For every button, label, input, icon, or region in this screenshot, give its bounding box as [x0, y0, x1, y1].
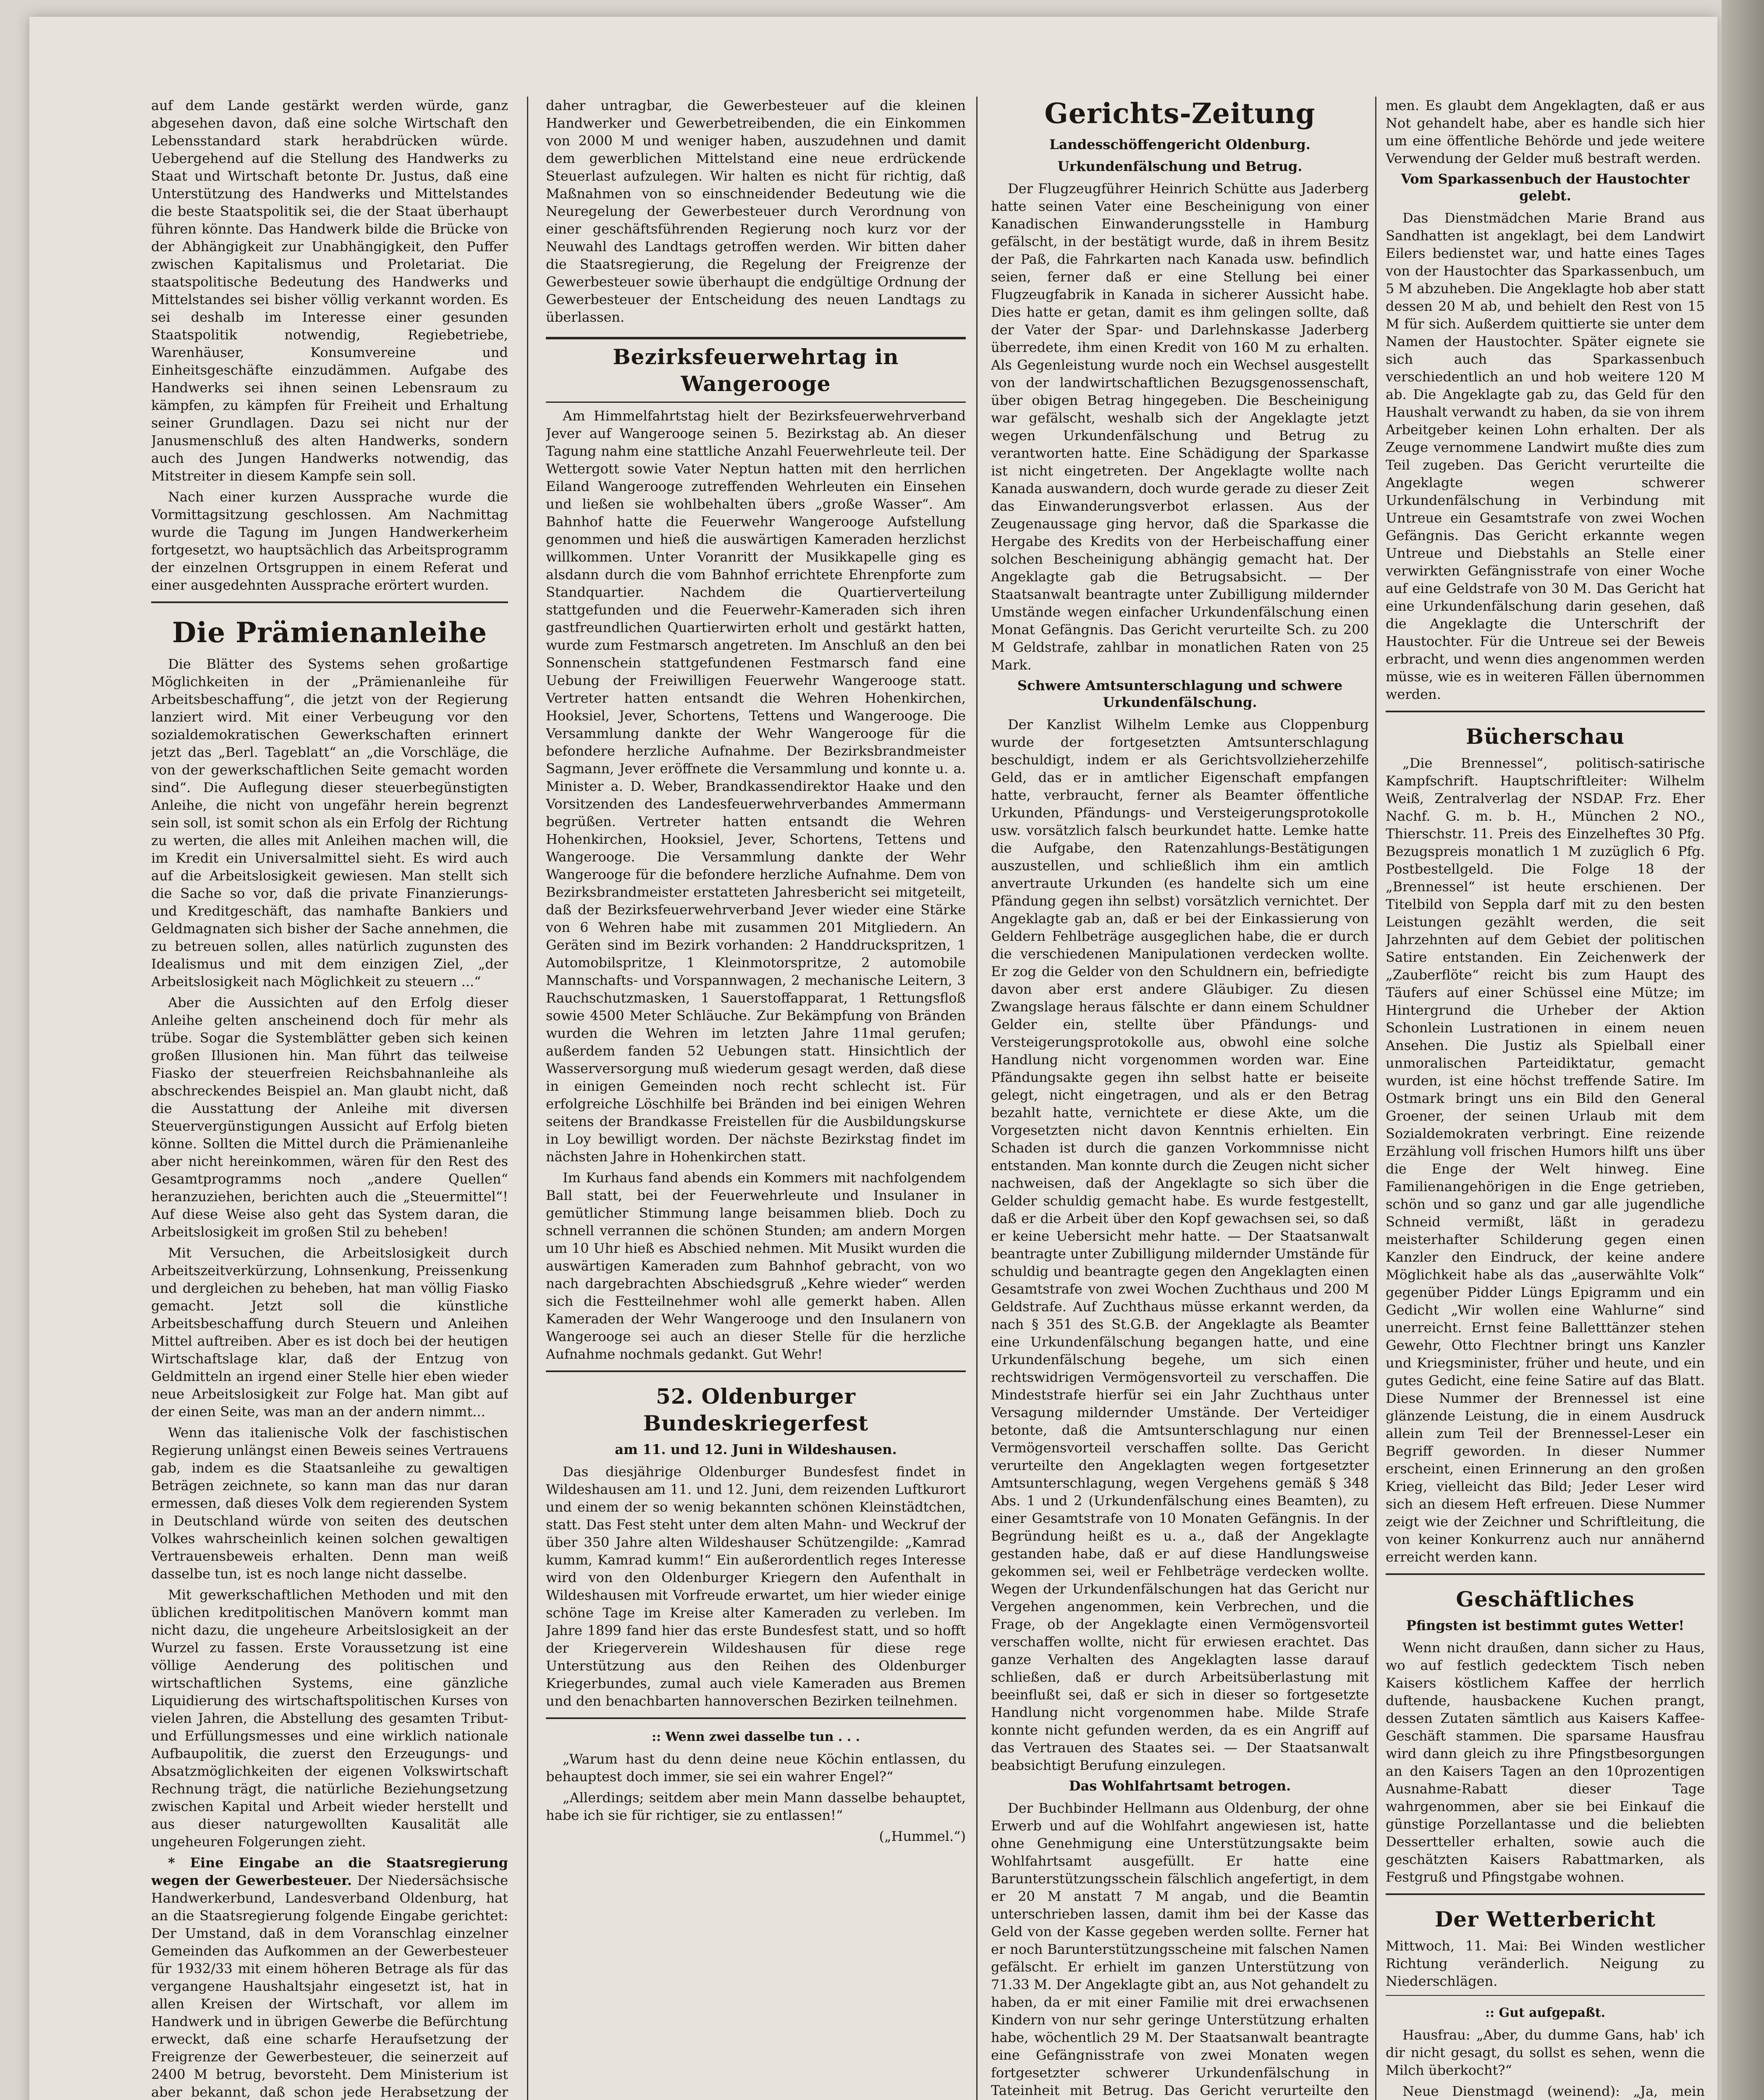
section-headline: Geschäftliches — [1456, 1587, 1635, 1612]
case-title: Das Wohlfahrtsamt betrogen. — [1069, 1778, 1291, 1794]
section-headline: Bücherschau — [1465, 724, 1625, 749]
article-paragraph: Hausfrau: „Aber, du dumme Gans, hab' ich dir nicht gesagt, du sollst es sehen, wenn die Milch überkocht?“ — [1386, 2027, 1705, 2078]
case-title: Schwere Amtsunterschlagung und schwere Urkundenfälschung. — [1017, 677, 1343, 710]
article-paragraph: Der Kanzlist Wilhelm Lemke aus Cloppenburg wurde der fortgesetzten Amtsunterschlagung beschuldigt, indem er als Gerichtsvollzieherzehilfe Geld, das er in amtlicher Eigenschaft empfangen hatte, verbraucht, ferner als Beamter öffentliche Urkunden, Pfändungs- und Versteigerungsprotokolle usw. vorsätzlich falsch beurkundet hatte. Lemke hatte die Aufgabe, den Ratenzahlungs-Bestätigungen auszustellen, und schließlich ihm ein amtlich anvertraute Urkunden (es handelte sich um eine Pfändung gegen ihn selbst) vorsätzlich vernichtet. Der Angeklagte gab an, daß er bei der Einkassierung von Geldern Fehlbeträge ausgeglichen habe, die er durch die verschiedenen Manipulationen verdecken wollte. Er zog die Gelder von den Schuldnern ein, befriedigte davon aber erst andere Gläubiger. Zu diesen Zwangslage heraus fälschte er dann einem Schuldner Gelder ein, stellte über Pfändungs- und Versteigerungsprotokolle aus, obwohl eine solche Handlung nicht vorgenommen worden war. Eine Pfändungsakte gegen ihn selbst hatte er beiseite gelegt, nicht eingetragen, und als er den Betrag bezahlt hatte, vernichtete er diese Akte, um die Vorgesetzten nicht davon Kenntnis erhielten. Ein Schaden ist durch die ganzen Vorkommnisse nicht entstanden. Man konnte durch die Zeugen nicht sicher nachweisen, daß der Angeklagte so sich über die Gelder schuldig gemacht habe. Es wurde festgestellt, daß er die Arbeit über den Kopf gewachsen sei, so daß er keine Uebersicht mehr hatte. — Der Staatsanwalt beantragte unter Zubilligung mildernder Umstände für schuldig und beantragte gegen den Angeklagten einen Gesamtstrafe von zwei Wochen Zuchthaus und 200 M Geldstrafe. Auf Zuchthaus müsse erkannt werden, da nach § 351 des St.G.B. der Angeklagte als Beamter eine Urkundenfälschung begangen hatte, und eine Urkundenfälschung begehe, um sich einen rechtswidrigen Vermögensvorteil zu verschaffen. Die Mindeststrafe hierfür sei ein Jahr Zuchthaus unter Versagung mildernder Umstände. Der Verteidiger betonte, daß die Amtsunterschlagung nur einen Vermögensvorteil verschaffen sollte. Das Gericht verurteilte den Angeklagten wegen fortgesetzter Amtsunterschlagung, wegen Vergehens gemäß § 348 Abs. 1 und 2 (Urkundenfälschung eines Beamten), zu einer Gesamtstrafe von 10 Monaten Gefängnis. In der Begründung heißt es u. a., daß der Angeklagte gestanden habe, daß er auf diese Handlungsweise gekommen sei, weil er Fehlbeträge verdecken wollte. Wegen der Urkundenfälschungen hat das Gericht nur Vergehen angenommen, kein Verbrechen, und die Frage, ob der Angeklagte einen Vermögensvorteil verschaffen wollte, nicht für erwiesen erachtet. Das ganze Verhalten des Angeklagten lasse darauf schließen, daß er durch Arbeitsüberlastung mit beeinflußt sei, daß er sich in dieser so fortgesetzte Handlung nicht vorgenommen habe. Milde Strafe konnte nicht gefunden werden, da es ein Angriff auf das Vertrauen des Staates sei. — Der Staatsanwalt beabsichtigt Berufung einzulegen. — [991, 717, 1369, 1773]
article-paragraph: Nach einer kurzen Aussprache wurde die Vormittagsitzung geschlossen. Am Nachmittag wurde die Tagung im Jungen Handwerkerheim fortgesetzt, wo hauptsächlich das Arbeitsprogramm der einzelnen Ortsgruppen in einem Referat und einer ausgedehnten Aussprache erörtert wurden. — [151, 489, 508, 593]
article-paragraph: Mittwoch, 11. Mai: Bei Winden westlicher Richtung veränderlich. Neigung zu Niederschlägen. — [1386, 1938, 1705, 1989]
article-paragraph: auf dem Lande gestärkt werden würde, ganz abgesehen davon, daß eine solche Wirtschaft den Lebensstandard stark herabdrücken würde. Uebergehend auf die Stellung des Handwerks zu Staat und Wirtschaft betonte Dr. Justus, daß eine Unterstützung des Handwerks und Mittelstandes die beste Staatspolitik sei, die der Staat überhaupt führen könnte. Das Handwerk bilde die Brücke von der Abhängigkeit zur Unabhängigkeit, den Puffer zwischen Kapitalismus und Proletariat. Die staatspolitische Bedeutung des Handwerks und Mittelstandes sei bisher völlig verkannt worden. Es sei deshalb im Interesse einer gesunden Staatspolitik notwendig, Regiebetriebe, Warenhäuser, Konsumvereine und Einheitsgeschäfte einzudämmen. Aufgabe des Handwerks sei ihnen seinen Lebensraum zu kämpfen, zu kämpfen für Freiheit und Erhaltung seiner Grundlagen. Dazu sei nicht nur der Janusmenschluß des alten Handwerks, sondern auch des Jungen Handwerks notwendig, das Mitstreiter in diesem Kampfe sein soll. — [151, 97, 508, 484]
article-paragraph: Der Flugzeugführer Heinrich Schütte aus Jaderberg hatte seinen Vater eine Bescheinigung von einer Kanadischen Einwanderungsstelle in Hamburg gefälscht, in der bestätigt wurde, daß in ihrem Besitz der Paß, die Fahrkarten nach Kanada usw. befindlich seien, ferner daß er eine Stellung bei einer Flugzeugfabrik in Kanada in sicherer Aussicht habe. Dies hatte er getan, damit es ihm gelingen sollte, daß der Vater der Spar- und Darlehnskasse Jaderberg überredete, ihm einen Kredit von 160 M zu erhalten. Als Gegenleistung wurde noch ein Wechsel ausgestellt von der landwirtschaftlichen Bezugsgenossenschaft, über obigen Betrag hingegeben. Die Bescheinigung war gefälscht, weshalb sich der Angeklagte jetzt wegen Urkundenfälschung und Betrug zu verantworten hatte. Eine Schädigung der Sparkasse ist nicht eingetreten. Der Angeklagte wollte nach Kanada auswandern, doch wurde gerade zu dieser Zeit das Einwanderungsverbot erlassen. Aus der Zeugenaussage ging hervor, daß die Sparkasse die Hergabe des Kredits von der Herbeischaffung einer solchen Bescheinigung abhängig gemacht hat. Der Angeklagte gab die Betrugsabsicht. — Der Staatsanwalt beantragte unter Zubilligung mildernder Umstände wegen einfacher Urkundenfälschung einen Monat Gefängnis. Das Gericht verurteilte Sch. zu 200 M Geldstrafe, zahlbar in monatlichen Raten von 25 Mark. — [991, 181, 1369, 673]
article-paragraph: Aber die Aussichten auf den Erfolg dieser Anleihe gelten anscheinend doch für mehr als trübe. Sogar die Systemblätter geben sich keinen großen Illusionen hin. Man führt das teilweise Fiasko der steuerfreien Reichsbahnanleihe als abschreckendes Beispiel an. Man glaubt nicht, daß die Ausstattung der Anleihe mit diversen Steuervergünstigungen Aussicht auf Erfolg bieten könne. Sollten die Mittel durch die Prämienanleihe aber nicht hereinkommen, wären für den Rest des Gesamtprogramms noch „andere Quellen“ heranzuziehen, berichten auch die „Steuermittel“! Auf diese Weise also geht das System daran, die Arbeitslosigkeit im großen Stil zu beheben! — [151, 995, 508, 1240]
article-paragraph: Das Dienstmädchen Marie Brand aus Sandhatten ist angeklagt, bei dem Landwirt Eilers bedienstet war, und hatte eines Tages von der Haustochter das Sparkassenbuch, um 5 M abzuheben. Die Angeklagte hob aber statt dessen 20 M ab, und behielt den Rest von 15 M für sich. Außerdem quittierte sie unter dem Namen der Haustochter. Später eignete sie sich auch das Sparkassenbuch verschiedentlich an und hob weitere 120 M ab. Die Angeklagte gab zu, das Geld für den Haushalt verwandt zu haben, da sie von ihrem Arbeitgeber keinen Lohn erhalten. Der als Zeuge vernommene Landwirt mußte dies zum Teil zugeben. Das Gericht verurteilte die Angeklagte wegen schwerer Urkundenfälschung in Verbindung mit Untreue ein Gesamtstrafe von zwei Wochen Gefängnis. Das Gericht erkannte wegen Untreue und Diebstahls an Stelle einer verwirkten Gefängnisstrafe von einer Woche auf eine Geldstrafe von 30 M. Das Gericht hat eine Urkundenfälschung darin gesehen, daß die Angeklagte die Unterschrift der Haustochter. Für die Untreue sei der Beweis erbracht, und wenn dies angenommen werden müsse, wie es in weiteren Fällen übernommen werden. — [1386, 210, 1705, 702]
article-paragraph: Wenn das italienische Volk der faschistischen Regierung unlängst einen Beweis seines Vertrauens gab, indem es die Staatsanleihe zu gewaltigen Beträgen zeichnete, so kann man das nur daran ermessen, daß dieses Volk dem regierenden System in Deutschland würde von seiten des deutschen Volkes wahrscheinlich keinen solchen gewaltigen Vertrauensbeweis erhalten. Denn man weiß dasselbe tun, ist es noch lange nicht dasselbe. — [151, 1425, 508, 1582]
section-headline: Gerichts-Zeitung — [1044, 97, 1316, 130]
article-paragraph: Neue Dienstmagd (weinend): „Ja, mein — [1402, 2083, 1705, 2099]
article-paragraph: „Warum hast du denn deine neue Köchin entlassen, du behauptest doch immer, sie sei ein wahrer Engel?“ — [546, 1751, 966, 1785]
article-subheadline: Pfingsten ist bestimmt gutes Wetter! — [1406, 1617, 1685, 1633]
section-rule — [1386, 1995, 1705, 1996]
article-paragraph: Die Blätter des Systems sehen großartige Möglichkeiten in der „Prämienanleihe für Arbeitsbeschaffung“, die jetzt von der Regierung lanziert wird. Mit einer Verbeugung vor den sozialdemokratischen Gewerkschaften erinnert jetzt das „Berl. Tageblatt“ an „die Vorschläge, die von der gewerkschaftlichen Seite gemacht worden sind“. Die Auflegung dieser steuerbegünstigten Anleihe, die nicht von ungefähr herein begrenzt sein soll, ist somit schon als ein Erfolg der Richtung zu werten, die alles mit Anleihen machen will, die im Kredit ein Universalmittel sieht. Es wird auch auf die Arbeitslosigkeit gewiesen. Man stellt sich die Sache so vor, daß die private Finanzierungs- und Kreditgeschäft, das namhafte Bankiers und Geldmagnaten sich bisher der Sache annehmen, die zu betreuen sollen, alles natürlich zugunsten des Idealismus und mit dem einzigen Ziel, „der Arbeitslosigkeit nach Möglichkeit zu steuern ...“ — [151, 656, 508, 990]
column-3 — [991, 97, 1369, 2100]
article-source: („Hummel.“) — [879, 1828, 966, 1844]
case-title: Urkundenfälschung und Betrug. — [1057, 158, 1303, 174]
article-paragraph: Der Buchbinder Hellmann aus Oldenburg, der ohne Erwerb und auf die Wohlfahrt angewiesen ist, hatte ohne Genehmigung eine Unterstützungsakte beim Wohlfahrtsamt ausgefüllt. Er hatte eine Barunterstützungsschein fälschlich angefertigt, in dem er 20 M anstatt 7 M angab, und die Beamtin unterschrieben lassen, damit ihm bei der Kasse das Geld von der Kasse gegeben werden sollte. Ferner hat er noch Barunterstützungsscheine mit falschen Namen gefälscht. Er erhielt im ganzen Unterstützung von 71.33 M. Der Angeklagte gibt an, aus Not gehandelt zu haben, da er mit einer Familie mit drei erwachsenen Kindern von nur sehr geringe Unterstützung erhalten habe, wöchentlich 29 M. Der Staatsanwalt beantragte eine Gefängnisstrafe von zwei Monaten wegen fortgesetzter schwerer Urkundenfälschung in Tateinheit mit Betrug. Das Gericht verurteilte den — [991, 1800, 1369, 2098]
article-headline: :: Gut aufgepaßt. — [1485, 2006, 1606, 2020]
section-rule — [1386, 711, 1705, 712]
section-rule — [1386, 1573, 1705, 1575]
article-paragraph: Das diesjährige Oldenburger Bundesfest findet in Wildeshausen am 11. und 12. Juni, dem reizenden Luftkurort und einem der so wenig bekannten schönen Kleinstädtchen, statt. Das Fest steht unter dem alten Mahn- und Weckruf der über 350 Jahre alten Wildeshauser Schützengilde: „Kamrad kumm, Kamrad kumm!“ Ein außerordentlich reges Interesse wird von den Oldenburger Kriegern den Aufenthalt in Wildeshausen mit Vorfreude erwartet, um hier wieder einige schöne Tage im Kreise alter Kameraden zu verleben. Im Jahre 1899 fand hier das erste Bundesfest statt, und so hofft der Kriegerverein Wildeshausen für diese rege Unterstützung aus den Reihen des Oldenburger Kriegerbundes, zumal auch viele Kameraden aus Bremen und den benachbarten hannoverschen Bezirken teilnehmen. — [546, 1464, 966, 1709]
column-4 — [1386, 97, 1705, 2100]
section-rule — [1386, 1893, 1705, 1895]
column-rule — [527, 97, 528, 2100]
article-paragraph: Der Niedersächsische Handwerkerbund, Landesverband Oldenburg, hat an die Staatsregierung folgende Eingabe gerichtet: Der Umstand, daß in dem Voranschlag einzelner Gemeinden das Aufkommen an der Gewerbesteuer für 1932/33 mit einem höheren Betrage als für das vergangene Haushaltsjahr eingesetzt ist, hat in allen Kreisen der Wirtschaft, vor allem im Handwerk und in übrigen Gewerbe die Befürchtung erweckt, daß eine scharfe Heraufsetzung der Freigrenze der Gewerbesteuer, die seinerzeit auf 2400 M betrug, bevorsteht. Dem Ministerium ist aber bekannt, daß schon jede Herabsetzung der — [151, 1872, 508, 2100]
column-rule — [1375, 97, 1376, 2100]
article-headline: Vom Sparkassenbuch der Haustochter gelebt. — [1401, 171, 1690, 204]
article-paragraph: Mit gewerkschaftlichen Methoden und mit den üblichen kreditpolitischen Manövern kommt man nicht dazu, die ungeheure Arbeitslosigkeit an der Wurzel zu fassen. Erste Voraussetzung ist eine völlige Aenderung des politischen und wirtschaftlichen Systems, eine gänzliche Liquidierung des wirtschaftspolitischen Kurses von vielen Jahren, die Abstellung des gesamten Tribut- und Erfüllungsmesses und eine wirklich nationale Aufbaupolitik, die zuerst den Erzeugungs- und Absatzmöglichkeiten der eigenen Volkswirtschaft Rechnung trägt, die natürliche Beziehungsetzung zwischen Kapital und Arbeit wieder herstellt und aus dieser naturgewollten Kausalität alle ungeheuren Folgerungen zieht. — [151, 1587, 508, 1850]
article-headline: :: Wenn zwei dasselbe tun . . . — [651, 1730, 860, 1744]
page-edge — [1722, 0, 1764, 2100]
article-paragraph: men. Es glaubt dem Angeklagten, daß er aus Not gehandelt habe, aber es handle sich hier um eine öffentliche Behörde und jede weitere Verwendung der Gelder muß bestraft werden. — [1386, 97, 1705, 166]
news-lead: * Eine Eingabe an die Staatsregierung wegen der Gewerbesteuer. — [151, 1855, 508, 1888]
article-headline: Bezirksfeuerwehrtag in Wangerooge — [546, 337, 966, 403]
article-headline: Die Prämienanleihe — [172, 616, 488, 649]
article-paragraph: Am Himmelfahrtstag hielt der Bezirksfeuerwehrverband Jever auf Wangerooge seinen 5. Bezirkstag ab. An dieser Tagung nahm eine stattliche Anzahl Feuerwehrleute teil. Der Wettergott sowie Vater Neptun hatten mit den herrlichen Eiland Wangerooge zutreffenden Wehrleuten ein Einsehen und ließen sie wohlbehalten übers „große Wasser“. Am Bahnhof hatte die Feuerwehr Wangerooge Aufstellung genommen und hieß die auswärtigen Kameraden herzlichst willkommen. Unter Voranritt der Musikkapelle ging es alsdann durch die vom Bahnhof errichtete Ehrenpforte zum Standquartier. Nachdem die Quartierverteilung stattgefunden und die Feuerwehr-Kameraden sich ihren gastfreundlichen Quartierwirten erholt und gestärkt hatten, wurde zum Festmarsch angetreten. Im Anschluß an den bei Sonnenschein stattgefundenen Festmarsch fand eine Uebung der Freiwilligen Feuerwehr Wangerooge statt. Vertreter hatten entsandt die Wehren Hohenkirchen, Hooksiel, Jever, Schortens, Tettens und Wangerooge. Die Versammlung dankte der Wehr Wangerooge für die befondere herzliche Aufnahme. Der Bezirksbrandmeister Sagmann, Jever eröffnete die Versammlung und konnte u. a. Minister a. D. Weber, Brandkassendirektor Haake und den Vorsitzenden des Landesfeuerwehrverbandes Ammermann begrüßen. Vertreter hatten entsandt die Wehren Hohenkirchen, Hooksiel, Jever, Schortens, Tettens und Wangerooge. Die Versammlung dankte der Wehr Wangerooge für die befondere herzliche Aufnahme. Dem von Bezirksbrandmeister erstatteten Jahresbericht sei mitgeteilt, daß der Bezirksfeuerwehrverband Jever wieder eine Stärke von 6 Wehren habe mit zusammen 201 Mitgliedern. An Geräten sind im Bezirk vorhanden: 2 Handdruckspritzen, 1 Automobilspritze, 1 Kleinmotorspritze, 2 automobile Mannschafts- und Vorspannwagen, 2 mechanische Leitern, 3 Rauchschutzmasken, 1 Sauerstoffapparat, 1 Rettungsfloß sowie 4500 Meter Schläuche. Zur Bekämpfung von Bränden wurden die Wehren im letzten Jahre 11mal gerufen; außerdem fanden 52 Uebungen statt. Hinsichtlich der Wasserversorgung muß wiederum gesagt werden, daß diese in einigen Gemeinden noch recht schlecht ist. Für erfolgreiche Löschhilfe bei Bränden ind bei einigen Wehren seitens der Brandkasse Freistellen für die Ausbildungskurse in Loy bewilligt worden. Der nächste Bezirkstag findet im nächsten Jahre in Hohenkirchen statt. — [546, 408, 966, 1165]
article-headline: 52. Oldenburger Bundeskriegerfest — [643, 1384, 869, 1436]
section-rule — [546, 1717, 966, 1719]
article-paragraph: Mit Versuchen, die Arbeitslosigkeit durch Arbeitszeitverkürzung, Lohnsenkung, Preissenkung und dergleichen zu beheben, hat man völlig Fiasko gemacht. Jetzt soll die künstliche Arbeitsbeschaffung durch Steuern und Anleihen Mittel auftreiben. Aber es ist doch bei der heutigen Wirtschaftslage klar, daß der Entzug von Geldmitteln an irgend einer Stelle hier eben wieder neue Arbeitslosigkeit zur Folge hat. Man gibt auf der einen Seite, was man an der andern nimmt... — [151, 1245, 508, 1420]
article-paragraph: Wenn nicht draußen, dann sicher zu Haus, wo auf festlich gedecktem Tisch neben Kaisers köstlichem Kaffee der herrlich duftende, hausbackene Kuchen prangt, dessen Zutaten sämtlich aus Kaisers Kaffee-Geschäft stammen. Die sparsame Hausfrau wird dann gleich zu ihre Pfingstbesorgungen an den Kaisers Tagen an den 10prozentigen Ausnahme-Rabatt dieser Tage wahrgenommen, aber sie bei Einkauf die günstige Porzellantasse und die beliebten Dessertteller erhalten, sowie auch die geschätzten Kaisers Rabattmarken, als Festgruß und Pfingstgabe wohnen. — [1386, 1640, 1705, 1885]
court-name: Landesschöffengericht Oldenburg. — [1049, 136, 1311, 152]
column-rule — [976, 97, 978, 2100]
article-subheadline: am 11. und 12. Juni in Wildeshausen. — [615, 1441, 897, 1457]
article-paragraph: Im Kurhaus fand abends ein Kommers mit nachfolgendem Ball statt, bei der Feuerwehrleute und Insulaner in gemütlicher Stimmung lange beisammen blieb. Doch zu schnell verrannen die schönen Stunden; am andern Morgen um 10 Uhr hieß es Abschied nehmen. Mit Musikt wurden die auswärtigen Kameraden zum Bahnhof gebracht, von wo nach dargebrachten Abschiedsgruß „Kehre wieder“ werden sich die Festteilnehmer wohl alle gemerkt haben. Allen Kameraden der Wehr Wangerooge und den Insulanern von Wangerooge sei auch an dieser Stelle für die herzliche Aufnahme nochmals gedankt. Gut Wehr! — [546, 1170, 966, 1362]
section-rule — [546, 1370, 966, 1372]
section-headline: Der Wetterbericht — [1434, 1907, 1656, 1932]
article-paragraph: „Allerdings; seitdem aber mein Mann dasselbe behauptet, habe ich sie für richtiger, sie zu entlassen!“ — [546, 1790, 966, 1823]
column-2 — [546, 97, 966, 2100]
article-paragraph: „Die Brennessel“, politisch-satirische Kampfschrift. Hauptschriftleiter: Wilhelm Weiß, Zentralverlag der NSDAP. Frz. Eher Nachf. G. m. b. H., München 2 NO., Thierschstr. 11. Preis des Einzelheftes 30 Pfg. Bezugspreis monatlich 1 M zuzüglich 6 Pfg. Postbestellgeld. Die Folge 18 der „Brennessel“ ist heute erschienen. Der Titelbild von Seppla darf mit zu den besten Leistungen gezählt werden, die seit Jahrzehnten auf dem Gebiet der politischen Satire entstanden. Ein Zeichenwerk der „Zauberflöte“ reicht bis zum Haupt des Täufers auf einer Schüssel eine Mütze; im Hintergrund die Urheber der Aktion Schonlein Lustrationen in einem neuen Ansehen. Die Justiz als Spielball einer unmoralischen Parteidiktatur, gemacht wurden, ist eine höchst treffende Satire. Im Ostmark bringt uns ein Bild den General Groener, der seinen Urlaub mit dem Sozialdemokraten verbringt. Eine reizende Erzählung voll frischen Humors hilft uns über die Enge der Welt hinweg. Eine Familienangehörigen in die Enge getrieben, schön und so ganz und gar alle jugendliche Schneid vermißt, läßt in geradezu meisterhafter Schilderung gegen einen Kanzler den Eindruck, der keine andere Möglichkeit habe als das „auserwählte Volk“ gegenüber Pidder Lüngs Epigramm und ein Gedicht „Wir wollen eine Wahlurne“ sind unerreicht. Ernst feine Balletttänzer stehen Gewehr, Otto Flechtner bringt uns Kanzler und Kriegsminister, früher und heute, und ein gutes Gedicht, eine feine Satire auf das Blatt. Diese Nummer der Brennessel ist eine glänzende Leistung, die in einem Ausdruck allein zum Teil der Brennessel-Leser ein Begriff geworden. In dieser Nummer erscheint, einen Erinnerung an den großen Krieg, vielleicht das Bild; Jeder Leser wird sich an diesem Heft erfreuen. Diese Nummer zeigt wie der Zeichner und Schriftleitung, die von keiner Konkurrenz auch nur annähernd erreicht werden kann. — [1386, 755, 1705, 1565]
section-rule — [151, 601, 508, 603]
article-paragraph: daher untragbar, die Gewerbesteuer auf die kleinen Handwerker und Gewerbetreibenden, die ein Einkommen von 2000 M und weniger haben, auszudehnen und damit dem gewerblichen Mittelstand eine neue erdrückende Steuerlast aufzulegen. Wir halten es nicht für richtig, daß Maßnahmen von so einschneidender Bedeutung wie die Neuregelung der Gewerbesteuer durch Verordnung von einer geschäftsführenden Regierung noch kurz vor der Neuwahl des Landtags getroffen werden. Wir bitten daher die Staatsregierung, die Regelung der Freigrenze der Gewerbesteuer sowie überhaupt die endgültige Ordnung der Gewerbesteuer der Entscheidung des neuen Landtags zu überlassen. — [546, 97, 966, 325]
column-1 — [151, 97, 508, 2100]
